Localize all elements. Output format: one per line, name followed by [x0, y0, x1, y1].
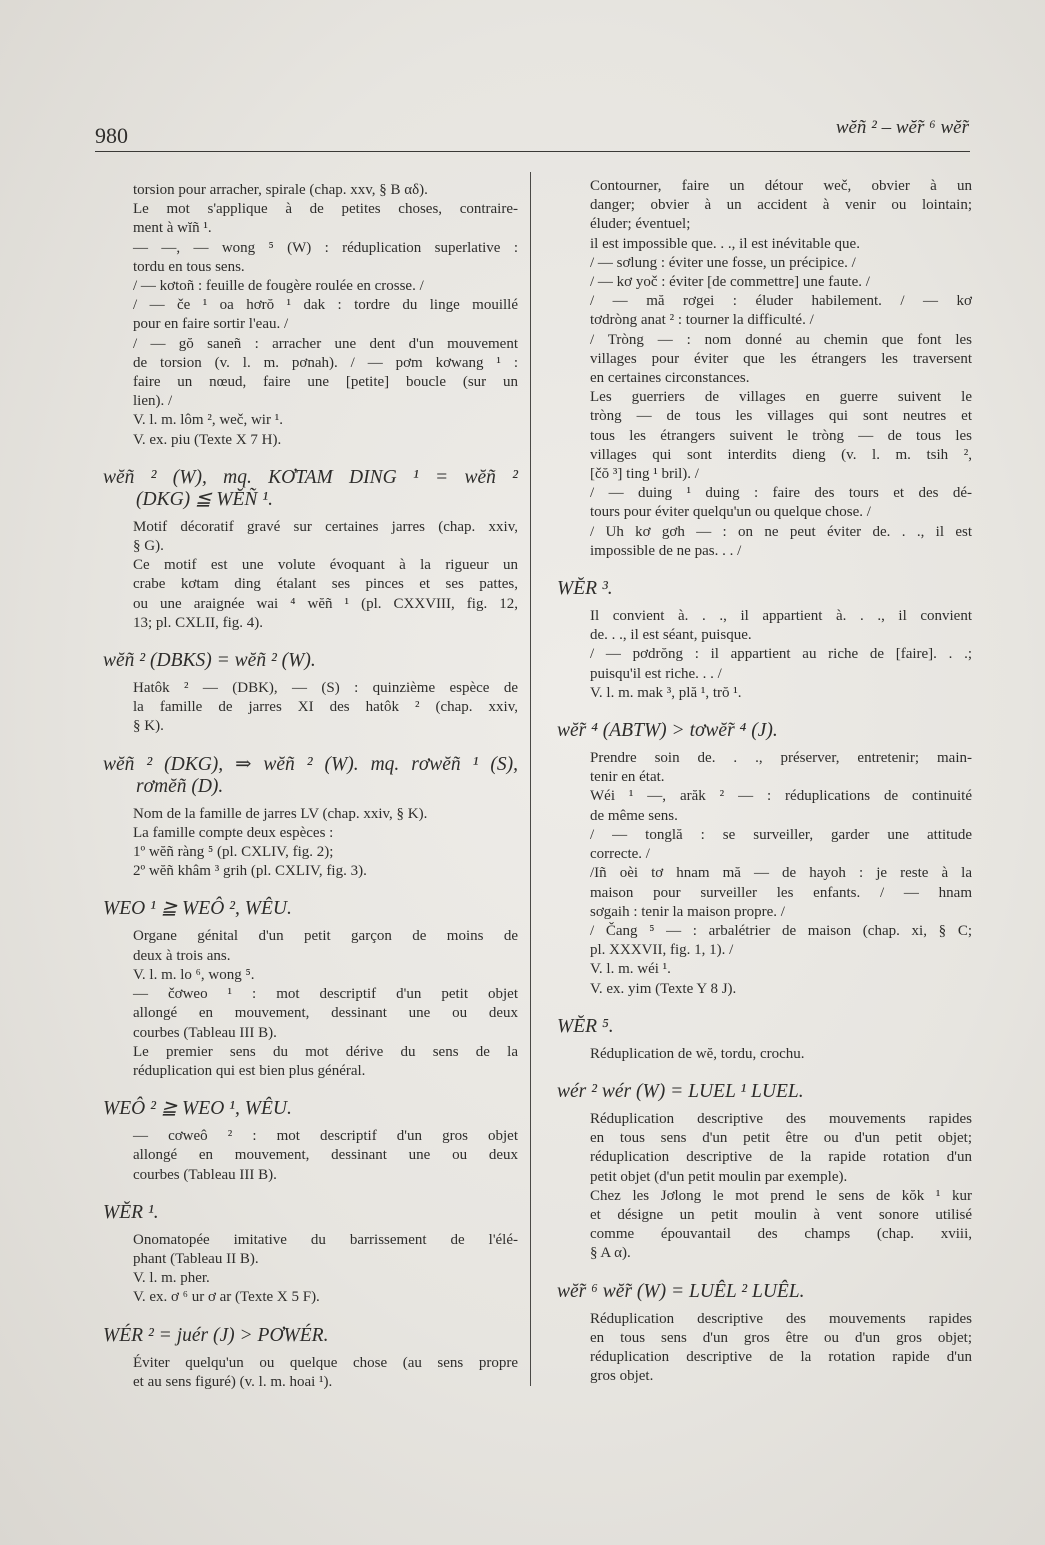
definition-paragraph: [590, 922, 972, 960]
definition-paragraph: [590, 331, 972, 389]
entry-body: [103, 1354, 518, 1392]
definition-paragraph: [133, 335, 518, 412]
text-line: V. l. m. pher.: [133, 1270, 210, 1287]
text-line: faire un nœud, faire une [petite] boucle (sur un: [133, 374, 518, 391]
text-line: V. l. m. wéi ¹.: [590, 961, 671, 978]
text-line: V. ex. yim (Texte Y 8 J).: [590, 980, 737, 997]
headword-line: WĔR ⁵.: [557, 1015, 614, 1037]
text-line: sơgaih : tenir la maison propre. /: [590, 903, 785, 920]
text-line: tơdròng anat ² : tourner la difficulté. /: [590, 312, 814, 329]
text-line: Réduplication de wĕ, tordu, crochu.: [590, 1045, 805, 1062]
text-line: Nom de la famille de jarres LV (chap. xxiv, § K).: [133, 805, 428, 822]
text-line: Réduplication descriptive des mouvements rapides: [590, 1310, 972, 1327]
text-line: puisqu'il est riche. . . /: [590, 665, 722, 682]
text-line: /Iñ oèi tơ hnam mă — de hayoh : je reste à la: [590, 865, 972, 882]
definition-paragraph: [590, 1045, 972, 1064]
text-line: tordu en tous sens.: [133, 258, 245, 275]
text-line: en tous sens d'un petit être ou d'un petit objet;: [590, 1130, 972, 1147]
entry-body: [103, 181, 518, 450]
text-line: / — sơlung : éviter une fosse, un précipice. /: [590, 254, 856, 271]
text-line: de même sens.: [590, 807, 678, 824]
dictionary-entry: [103, 1202, 518, 1308]
text-line: / — pơdrŏng : il appartient au riche de [faire]. . .;: [590, 646, 972, 663]
text-line: § A α).: [590, 1245, 631, 1262]
headword: [557, 1281, 972, 1303]
text-line: Le premier sens du mot dérive du sens de la: [133, 1043, 518, 1060]
dictionary-entry: [103, 1098, 518, 1185]
text-line: V. l. m. lo ⁶, wong ⁵.: [133, 966, 255, 983]
definition-paragraph: [133, 431, 518, 450]
text-line: / — tonglă : se surveiller, garder une attitude: [590, 826, 972, 843]
text-line: [čŏ ³] ting ¹ bril). /: [590, 466, 699, 483]
headword: [103, 1202, 518, 1224]
definition-paragraph: [133, 200, 518, 238]
text-line: courbes (Tableau III B).: [133, 1024, 277, 1041]
text-line: 2º wĕñ khâm ³ grih (pl. CXLIV, fig. 3).: [133, 863, 367, 880]
text-line: ou une araignée wai ⁴ wĕñ ¹ (pl. CXXVIII, fig. 12,: [133, 595, 518, 612]
text-line: / — mă rơgei : éluder habilement. / — kơ: [590, 293, 972, 310]
text-line: Motif décoratif gravé sur certaines jarres (chap. xxiv,: [133, 518, 518, 535]
definition-paragraph: [133, 805, 518, 824]
header-rule: [95, 151, 970, 152]
text-line: Onomatopée imitative du barrissement de l'élé-: [133, 1231, 518, 1248]
definition-paragraph: [133, 296, 518, 334]
dictionary-entry: [557, 1081, 972, 1264]
definition-paragraph: [590, 388, 972, 484]
definition-paragraph: [590, 1110, 972, 1187]
text-line: Chez les Jơlong le mot prend le sens de kŏk ¹ kur: [590, 1187, 972, 1204]
definition-paragraph: [133, 966, 518, 985]
text-line: Organe génital d'un petit garçon de moins de: [133, 928, 518, 945]
text-line: V. ex. piu (Texte X 7 H).: [133, 431, 282, 448]
text-line: la famille de jarres XI des hatôk ² (chap. xxiv,: [133, 699, 518, 716]
headword: [103, 754, 518, 798]
text-line: / — gŏ saneñ : arracher une dent d'un mouvement: [133, 335, 518, 352]
entry-body: [103, 1127, 518, 1185]
definition-paragraph: [133, 862, 518, 881]
running-head: wĕñ ² – wĕ̃r ⁶ wĕ̃r: [835, 117, 969, 138]
definition-paragraph: [590, 523, 972, 561]
text-line: Wéi ¹ —, arăk ² — : réduplications de continuité: [590, 788, 972, 805]
text-line: correcte. /: [590, 846, 650, 863]
definition-paragraph: [590, 273, 972, 292]
text-line: 1º wĕñ ràng ⁵ (pl. CXLIV, fig. 2);: [133, 844, 334, 861]
text-line: / Uh kơ gơh — : on ne peut éviter de. . ., il est: [590, 523, 972, 540]
text-line: Contourner, faire un détour weč, obvier à un: [590, 178, 972, 194]
definition-paragraph: [590, 1187, 972, 1264]
text-line: V. l. m. lôm ², weč, wir ¹.: [133, 412, 283, 429]
dictionary-entry: [103, 1325, 518, 1392]
entry-body: [557, 607, 972, 703]
definition-paragraph: [590, 177, 972, 235]
text-line: de. . ., il est séant, puisque.: [590, 627, 752, 644]
definition-paragraph: [133, 411, 518, 430]
dictionary-entry: [103, 754, 518, 882]
definition-paragraph: [133, 824, 518, 843]
headword-line: wér ² wér (W) = LUEL ¹ LUEL.: [557, 1080, 804, 1102]
text-line: / — kơtoñ : feuille de fougère roulée en crosse. /: [133, 278, 424, 295]
definition-paragraph: [133, 1231, 518, 1269]
text-line: réduplication qui est bien plus général.: [133, 1062, 366, 1079]
dictionary-entry: [557, 1281, 972, 1387]
text-line: danger; obvier à un accident à venir ou lointain;: [590, 197, 972, 214]
text-line: torsion pour arracher, spirale (chap. xxv, § B αδ).: [133, 182, 428, 198]
text-line: V. ex. ơ ⁶ ur ơ ar (Texte X 5 F).: [133, 1289, 320, 1306]
text-line: crabe kơtam ding étalant ses pinces et ses pattes,: [133, 576, 518, 593]
definition-paragraph: [590, 1310, 972, 1387]
definition-paragraph: [133, 181, 518, 200]
column-divider: [530, 172, 531, 1386]
definition-paragraph: [590, 864, 972, 922]
definition-paragraph: [590, 826, 972, 864]
definition-paragraph: [590, 645, 972, 683]
definition-paragraph: [133, 518, 518, 556]
text-line: tours pour éviter quelqu'un ou quelque chose. /: [590, 504, 871, 521]
page-number: 980: [95, 123, 128, 148]
definition-paragraph: [133, 1269, 518, 1288]
headword: [557, 578, 972, 600]
headword-line: wĕñ ² (DKG), ⇒ wĕñ ² (W). mq. rơwĕñ ¹ (S),: [103, 753, 518, 775]
dictionary-entry: [557, 578, 972, 703]
headword: [103, 1325, 518, 1347]
text-line: impossible de ne pas. . . /: [590, 542, 742, 559]
text-line: pour en faire sortir l'eau. /: [133, 316, 289, 333]
text-line: V. l. m. mak ³, plă ¹, trŏ ¹.: [590, 684, 742, 701]
text-line: il est impossible que. . ., il est inévitable que.: [590, 235, 860, 252]
text-line: courbes (Tableau III B).: [133, 1166, 277, 1183]
definition-paragraph: [590, 960, 972, 979]
text-line: maison pour surveiller les enfants. / — hnam: [590, 884, 972, 901]
text-line: allongé en mouvement, dessinant une ou deux: [133, 1147, 518, 1164]
dictionary-column-left: [103, 181, 518, 1392]
entry-body: [557, 1310, 972, 1387]
entry-body: [103, 805, 518, 882]
text-line: / Tròng — : nom donné au chemin que font les: [590, 331, 972, 348]
text-line: Les guerriers de villages en guerre suivent le: [590, 389, 972, 406]
headword-line: WEÔ ² ≧ WEO ¹, WÊU.: [103, 1098, 292, 1120]
entry-body: [557, 1045, 972, 1064]
headword: [557, 720, 972, 742]
headword-line: wĕ̃r ⁶ wĕ̃r (W) = LUÊL ² LUÊL.: [557, 1280, 805, 1302]
entry-body: [557, 177, 972, 561]
definition-paragraph: [133, 1288, 518, 1307]
headword-line: wĕñ ² (W), mq. KƠTAM DING ¹ = wĕñ ²: [103, 466, 518, 488]
text-line: allongé en mouvement, dessinant une ou deux: [133, 1005, 518, 1022]
definition-paragraph: [590, 254, 972, 273]
definition-paragraph: [133, 1354, 518, 1392]
text-line: en tous sens d'un gros être ou d'un gros objet;: [590, 1329, 972, 1346]
definition-paragraph: [133, 1043, 518, 1081]
text-line: et au sens figuré) (v. l. m. hoai ¹).: [133, 1373, 333, 1390]
entry-body: [103, 518, 518, 633]
headword-line: (DKG) ≦ WĔÑ ¹.: [136, 488, 274, 510]
headword-line: WEO ¹ ≧ WEÔ ², WÊU.: [103, 898, 292, 920]
headword-line: WĔR ¹.: [103, 1201, 159, 1223]
text-line: § G).: [133, 538, 164, 555]
headword: [557, 1081, 972, 1103]
text-line: Hatôk ² — (DBK), — (S) : quinzième espèce de: [133, 680, 518, 697]
definition-paragraph: [133, 239, 518, 277]
text-line: / — duing ¹ duing : faire des tours et des dé-: [590, 485, 972, 502]
text-line: éluder; éventuel;: [590, 216, 691, 233]
entry-body: [557, 1110, 972, 1264]
text-line: Éviter quelqu'un ou quelque chose (au sens propre: [133, 1354, 518, 1371]
dictionary-entry: [103, 181, 518, 450]
text-line: phant (Tableau II B).: [133, 1250, 259, 1267]
definition-paragraph: [590, 749, 972, 787]
definition-paragraph: [133, 679, 518, 737]
dictionary-entry: [557, 1016, 972, 1064]
text-line: — cơweô ² : mot descriptif d'un gros objet: [133, 1128, 518, 1145]
dictionary-entry: [103, 650, 518, 737]
definition-paragraph: [133, 985, 518, 1043]
text-line: Ce motif est une volute évoquant à la rigueur un: [133, 557, 518, 574]
definition-paragraph: [590, 484, 972, 522]
dictionary-entry: [557, 177, 972, 561]
text-line: gros objet.: [590, 1368, 654, 1385]
headword: [103, 467, 518, 511]
text-line: — —, — wong ⁵ (W) : réduplication superlative :: [133, 239, 518, 256]
headword: [557, 1016, 972, 1038]
definition-paragraph: [133, 1127, 518, 1185]
text-line: en certaines circonstances.: [590, 370, 750, 387]
entry-body: [103, 927, 518, 1081]
definition-paragraph: [133, 556, 518, 633]
headword: [103, 1098, 518, 1120]
headword-line: WÉR ² = juér (J) > PƠWÉR.: [103, 1324, 329, 1346]
headword-line: WĔR ³.: [557, 578, 613, 600]
definition-paragraph: [590, 787, 972, 825]
text-line: Réduplication descriptive des mouvements rapides: [590, 1110, 972, 1127]
text-line: villages pour éviter que les étrangers les traversent: [590, 350, 972, 367]
dictionary-entry: [103, 898, 518, 1081]
text-line: tous les étrangers suivent le tròng — de tous les: [590, 427, 972, 444]
definition-paragraph: [590, 684, 972, 703]
text-line: Il convient à. . ., il appartient à. . ., il convient: [590, 608, 972, 625]
text-line: lien). /: [133, 393, 173, 410]
text-line: deux à trois ans.: [133, 947, 231, 964]
text-line: / — kơ yoč : éviter [de commettre] une faute. /: [590, 274, 870, 291]
definition-paragraph: [590, 235, 972, 254]
text-line: — čơweo ¹ : mot descriptif d'un petit objet: [133, 986, 518, 1003]
dictionary-column-right: [557, 177, 972, 1386]
text-line: réduplication descriptive de la rapide rotation d'un: [590, 1149, 972, 1166]
definition-paragraph: [590, 980, 972, 999]
text-line: Prendre soin de. . ., préserver, entretenir; main-: [590, 750, 972, 767]
text-line: § K).: [133, 718, 164, 735]
text-line: petit objet (d'un petit moulin par exemple).: [590, 1168, 848, 1185]
text-line: et désigne un petit moulin à vent sonore utilisé: [590, 1206, 972, 1223]
definition-paragraph: [590, 607, 972, 645]
entry-body: [103, 679, 518, 737]
text-line: / — če ¹ oa hơrŏ ¹ dak : tordre du linge mouillé: [133, 297, 518, 314]
text-line: La famille compte deux espèces :: [133, 824, 334, 841]
text-line: comme épouvantail des champs (chap. xviii,: [590, 1226, 972, 1243]
text-line: tròng — de tous les villages qui sont neutres et: [590, 408, 972, 425]
text-line: / Čang ⁵ — : arbalétrier de maison (chap. xi, § C;: [590, 922, 972, 939]
headword-line: rơmĕñ (D).: [136, 775, 224, 797]
text-line: Le mot s'applique à de petites choses, contraire-: [133, 201, 518, 218]
text-line: tenir en état.: [590, 769, 665, 786]
text-line: villages qui sont interdits dieng (v. l. m. tsih ²,: [590, 446, 972, 463]
entry-body: [103, 1231, 518, 1308]
text-line: de torsion (v. l. m. pơnah). / — pơm kơwang ¹ :: [133, 354, 518, 371]
dictionary-entry: [557, 720, 972, 999]
text-line: pl. XXXVII, fig. 1, 1). /: [590, 942, 734, 959]
definition-paragraph: [133, 927, 518, 965]
definition-paragraph: [590, 292, 972, 330]
dictionary-entry: [103, 467, 518, 633]
headword: [103, 650, 518, 672]
text-line: réduplication descriptive de la rotation rapide d'un: [590, 1348, 972, 1365]
text-line: 13; pl. CXLII, fig. 4).: [133, 614, 263, 631]
headword-line: wĕñ ² (DBKS) = wĕñ ² (W).: [103, 650, 316, 672]
headword-line: wĕ̃r ⁴ (ABTW) > tơwĕ̃r ⁴ (J).: [557, 720, 778, 742]
text-line: ment à wĭñ ¹.: [133, 220, 212, 237]
definition-paragraph: [133, 843, 518, 862]
entry-body: [557, 749, 972, 999]
definition-paragraph: [133, 277, 518, 296]
headword: [103, 898, 518, 920]
